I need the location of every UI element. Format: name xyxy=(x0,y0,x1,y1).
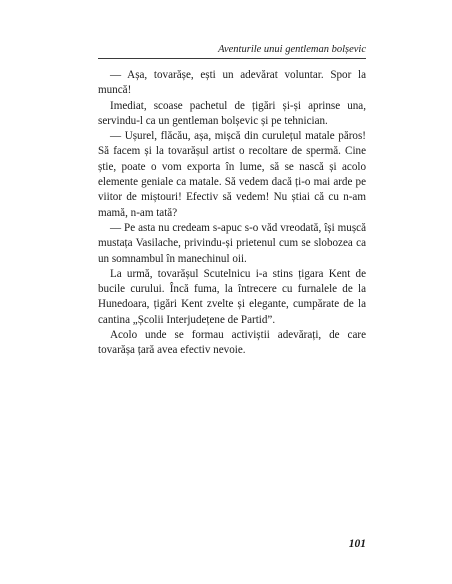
paragraph: La urmă, tovarășul Scutelnicu i-a stins țigara Kent de bucile curului. Încă fuma, la întrecere cu furnalele de la Hunedoara, țigări Kent zvelte și elegante, cumpărate de la cantina „Școlii Interjudețene de Partid”. xyxy=(98,267,366,326)
header-rule xyxy=(98,58,366,59)
body-text xyxy=(98,68,366,359)
paragraph: — Pe asta nu credeam s-apuc s-o văd vreodată, își mușcă mustața Vasilache, privindu-și prietenul cum se slobozea ca un somnambul în manechinul oii. xyxy=(98,221,366,265)
paragraph: — Ușurel, flăcău, așa, mișcă din curulețul matale păros! Să facem și la tovarășul artist o recoltare de spermă. Cine știe, poate o vom exporta în lume, să se nască și acolo elemente geniale ca matale. Să vedem dacă ți-o mai arde pe viitor de miștouri! Efectiv să vedem! Nu știai că cu n-am mamă, n-am tată? xyxy=(98,130,366,219)
paragraph: — Așa, tovarășe, ești un adevărat voluntar. Spor la muncă! xyxy=(98,69,366,97)
paragraph: Imediat, scoase pachetul de țigări și-și aprinse una, servindu-l ca un gentleman bolșevic și pe tehnician. xyxy=(98,99,366,127)
paragraph: Acolo unde se formau activiștii adevărați, de care tovarășa țară avea efectiv nevoie. xyxy=(98,329,366,357)
page-number: 101 xyxy=(348,538,366,550)
running-head: Aventurile unui gentleman bolșevic xyxy=(218,44,366,55)
